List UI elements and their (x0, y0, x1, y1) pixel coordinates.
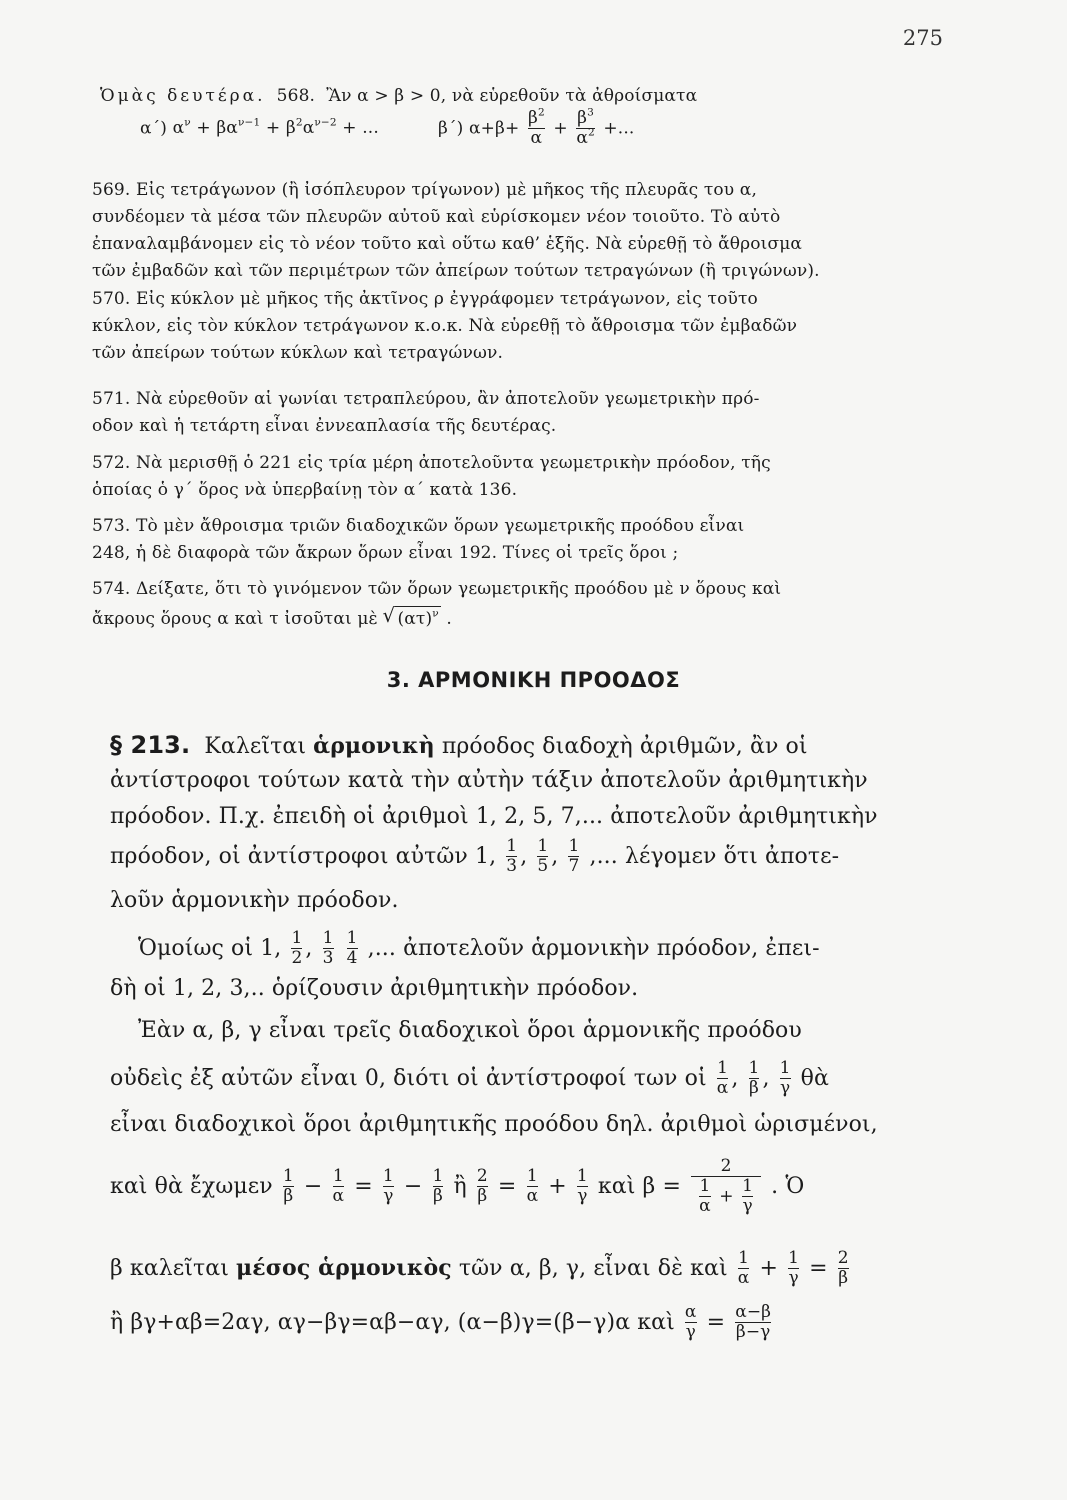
p1-l3: πρόοδον. Π.χ. ἐπειδὴ οἱ ἀριθμοὶ 1, 2, 5, 7,... ἀποτελοῦν ἀριθμητικὴν (110, 804, 878, 829)
p2-l2: δὴ οἱ 1, 2, 3,.. ὁρίζουσιν ἀριθμητικὴν πρόοδον. (110, 976, 639, 1001)
eq-minus2: − (403, 1173, 423, 1199)
ex570-l3: τῶν ἀπείρων τούτων κύκλων καὶ τετραγώνων. (92, 343, 504, 363)
eq-big-den-f1: $\frac{1}{\alpha}$ (699, 1175, 711, 1216)
ex568-intro: Ἂν α > β > 0, νὰ εὑρεθοῦν τὰ ἀθροίσματα (326, 86, 698, 106)
p3-frac-1-alpha: $\frac{1}{\alpha}$ (716, 1058, 729, 1098)
p3-l6-a: ἢ βγ+αβ=2αγ, αγ−βγ=αβ−αγ, (α−β)γ=(β−γ)α καὶ (110, 1309, 675, 1335)
eq-f6: $\frac{1}{\alpha}$ (526, 1165, 539, 1206)
p2-l1-a: Ὁμοίως οἱ 1, (138, 935, 282, 961)
ex568-plus: + (553, 118, 568, 139)
ex570-l2: κύκλον, εἰς τὸν κύκλον τετράγωνον κ.ο.κ. Νὰ εὑρεθῇ τὸ ἄθροισμα τῶν ἐμβαδῶν (92, 316, 798, 336)
l6-eq: = (706, 1309, 726, 1335)
ex569-l2: συνδέομεν τὰ μέσα τῶν πλευρῶν αὐτοῦ καὶ εὑρίσκομεν νέον τοιοῦτο. Τὸ αὐτὸ (92, 207, 781, 227)
p3-l2-b: θὰ (800, 1065, 829, 1091)
l6-f1: $\frac{\alpha}{\gamma}$ (684, 1302, 697, 1342)
l5-f1: $\frac{1}{\alpha}$ (737, 1248, 750, 1288)
ex574-l2 (92, 606, 452, 632)
ex570-l1: 570. Εἰς κύκλον μὲ μῆκος τῆς ἀκτῖνος ρ ἐγγράφομεν τετράγωνον, εἰς τοῦτο (92, 289, 758, 309)
ex571-l2: οδον καὶ ἡ τετάρτη εἶναι ἐννεαπλασία τῆς δευτέρας. (92, 416, 557, 436)
p3-l2: οὐδεὶς ἐξ αὐτῶν εἶναι 0, διότι οἱ ἀντίστροφοί των οἱ $\frac{1}{\alpha}$ , $\frac{1}{\beta}$ , $\frac{1}{\gamma}$ θὰ (110, 1058, 829, 1098)
p1-l4: πρόοδον, οἱ ἀντίστροφοι αὐτῶν 1, $\frac{1}{3}$ , $\frac{1}{5}$ , $\frac{1}{7}$ ,... λέγομεν ὅτι ἀποτε- (110, 836, 840, 876)
eq-f1: $\frac{1}{\beta}$ (282, 1165, 294, 1206)
p3-l3: εἶναι διαδοχικοὶ ὅροι ἀριθμητικῆς προόδου δηλ. ἀριθμοὶ ὡρισμένοι, (110, 1112, 878, 1137)
l5-f2: $\frac{1}{\gamma}$ (788, 1248, 800, 1288)
ex569-l1: 569. Εἰς τετράγωνον (ἢ ἰσόπλευρον τρίγωνον) μὲ μῆκος τῆς πλευρᾶς του α, (92, 180, 757, 200)
ex572-l2: ὁποίας ὁ γ΄ ὅρος νὰ ὑπερβαίνῃ τὸν α΄ κατὰ 136. (92, 480, 518, 500)
group-label: Ὁμὰς δευτέρα. (100, 86, 266, 106)
p3-l5-a: β καλεῖται (110, 1255, 229, 1281)
ex574-l1: 574. Δείξατε, ὅτι τὸ γινόμενον τῶν ὅρων γεωμετρικῆς προόδου μὲ ν ὅρους καὶ (92, 579, 782, 599)
p2-frac-1-3: $\frac{1}{3}$ (322, 928, 334, 968)
p1-l4-b: ,... λέγομεν ὅτι ἀποτε- (589, 843, 840, 869)
p3-frac-1-gamma: $\frac{1}{\gamma}$ (779, 1058, 791, 1098)
p3-l5-bold: μέσος ἁρμονικὸς (236, 1254, 452, 1281)
p3-l6 (110, 1304, 774, 1342)
eq-f7: $\frac{1}{\gamma}$ (576, 1165, 588, 1206)
ex568-tail: +... (603, 118, 635, 139)
ex568-number: 568. (276, 86, 316, 106)
eq-kai-beta: καὶ β = (597, 1173, 681, 1199)
ex574-l2-start: ἄκρους ὅρους α καὶ τ ἰσοῦται μὲ (92, 609, 378, 629)
ex571-l1: 571. Νὰ εὑρεθοῦν αἱ γωνίαι τετραπλεύρου, ἂν ἀποτελοῦν γεωμετρικὴν πρό- (92, 389, 760, 409)
eq-f3: $\frac{1}{\gamma}$ (382, 1165, 394, 1206)
ex568-part-b-label: β΄) (438, 118, 464, 139)
p3-l5 (110, 1250, 852, 1288)
ex572-l1: 572. Νὰ μερισθῇ ὁ 221 εἰς τρία μέρη ἀποτελοῦντα γεωμετρικὴν πρόοδον, τῆς (92, 453, 771, 473)
ex574-l2-end: . (446, 609, 452, 629)
ex574-radical: √ $(\alpha\tau)^\nu$ (395, 606, 440, 632)
p3-l2-a: οὐδεὶς ἐξ αὐτῶν εἶναι 0, διότι οἱ ἀντίστροφοί των οἱ (110, 1065, 707, 1091)
eq-f2: $\frac{1}{\alpha}$ (332, 1165, 345, 1206)
l5-f3: $\frac{2}{\beta}$ (837, 1248, 849, 1288)
l5-plus: + (759, 1255, 779, 1281)
ex573-l2: 248, ἡ δὲ διαφορὰ τῶν ἄκρων ὅρων εἶναι 192. Τίνες οἱ τρεῖς ὅροι ; (92, 543, 679, 563)
l5-eq: = (809, 1255, 828, 1281)
ex569-l3: ἐπαναλαμβάνομεν εἰς τὸ νέον τοῦτο καὶ οὕτω καθ’ ἑξῆς. Νὰ εὑρεθῇ τὸ ἄθροισμα (92, 234, 803, 254)
ex569-l4: τῶν ἐμβαδῶν καὶ τῶν περιμέτρων τῶν ἀπείρων τούτων τετραγώνων (ἢ τριγώνων). (92, 261, 820, 281)
p1-l2: ἀντίστροφοι τούτων κατὰ τὴν αὐτὴν τάξιν ἀποτελοῦν ἀριθμητικὴν (110, 768, 868, 793)
p3-l4-a: καὶ θὰ ἔχωμεν (110, 1173, 273, 1199)
ex568-part-a-label: α΄) (140, 118, 168, 139)
ex568-line1 (100, 84, 697, 109)
ex568-frac2: $\frac{\beta^3}{\alpha^2}$ (576, 106, 595, 148)
p2-frac-1-2: $\frac{1}{2}$ (291, 928, 303, 968)
p2-l1-b: ,... ἀποτελοῦν ἁρμονικὴν πρόοδον, ἐπει- (367, 935, 820, 961)
ex568-part-a-expr: $\alpha^\nu + \beta\alpha^{\nu-1} + \beta^2\alpha^{\nu-2}$ + ... (172, 116, 385, 139)
p1-frac-1-3: $\frac{1}{3}$ (506, 836, 518, 876)
ex573-l1: 573. Τὸ μὲν ἄθροισμα τριῶν διαδοχικῶν ὅρων γεωμετρικῆς προόδου εἶναι (92, 516, 745, 536)
eq-eq2: = (497, 1173, 517, 1199)
eq-eq1: = (354, 1173, 373, 1199)
eq-minus1: − (303, 1173, 323, 1199)
p3-l1: Ἐὰν α, β, γ εἶναι τρεῖς διαδοχικοὶ ὅροι ἁρμονικῆς προόδου (138, 1018, 802, 1043)
ex568-frac1: $\frac{\beta^2}{\alpha}$ (527, 106, 545, 148)
section-heading: 3. ΑΡΜΟΝΙΚΗ ΠΡΟΟΔΟΣ (386, 668, 681, 692)
p3-l4 (110, 1158, 804, 1216)
eq-or: ἢ (453, 1173, 467, 1199)
p1-l1 (110, 730, 808, 762)
p1-l5: λοῦν ἁρμονικὴν πρόοδον. (110, 888, 399, 913)
eq-f5: $\frac{2}{\beta}$ (476, 1165, 488, 1206)
p3-frac-1-beta: $\frac{1}{\beta}$ (748, 1058, 760, 1098)
ex568-part-b-start: α+β+ (468, 118, 520, 139)
eq-big-den-f2: $\frac{1}{\gamma}$ (742, 1175, 754, 1216)
p1-frac-1-7: $\frac{1}{7}$ (568, 836, 580, 876)
p3-l5-b: τῶν α, β, γ, εἶναι δὲ καὶ (458, 1255, 728, 1281)
p1-l1-a: Καλεῖται (204, 734, 307, 759)
p2-l1: Ὁμοίως οἱ 1, $\frac{1}{2}$ , $\frac{1}{3}$ $\frac{1}{4}$ ,... ἀποτελοῦν ἁρμονικὴν πρόοδον, ἐπει- (138, 928, 820, 968)
p1-l1-b: πρόοδος διαδοχὴ ἀριθμῶν, ἂν οἱ (441, 734, 808, 759)
p2-frac-1-4: $\frac{1}{4}$ (346, 928, 358, 968)
eq-big-frac: 2 $\frac{1}{\alpha}$ + $\frac{1}{\gamma}$ (691, 1158, 761, 1216)
section-number: § 213. (110, 731, 191, 759)
page-number: 275 (902, 26, 943, 50)
eq-end: . Ὁ (771, 1173, 805, 1199)
p1-frac-1-5: $\frac{1}{5}$ (537, 836, 549, 876)
p1-l4-a: πρόοδον, οἱ ἀντίστροφοι αὐτῶν 1, (110, 843, 497, 869)
eq-plus: + (548, 1173, 567, 1199)
eq-f4: $\frac{1}{\beta}$ (432, 1165, 444, 1206)
p1-l1-bold: ἁρμονικὴ (313, 733, 435, 759)
l6-f2: $\frac{\alpha-\beta}{\beta-\gamma}$ (735, 1302, 772, 1342)
ex568-line2 (140, 106, 635, 148)
